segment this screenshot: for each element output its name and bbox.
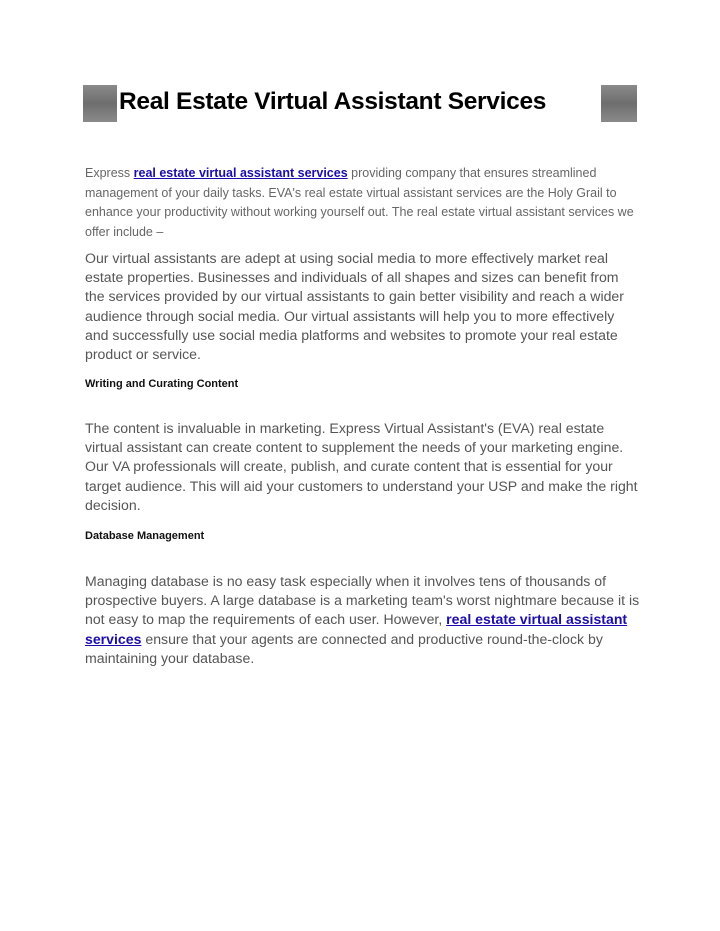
database-paragraph (85, 572, 641, 668)
social-media-paragraph: Our virtual assistants are adept at using social media to more effectively market real estate properties. Businesses and individuals of all shapes and sizes can benefit from the services provided by our virtual assistants to gain better visibility and reach a wider audience through social media. Our virtual assistants will help you to more effectively and successfully use social media platforms and websites to promote your real estate product or service. (85, 250, 624, 363)
title-banner (83, 85, 637, 122)
intro-link[interactable]: real estate virtual assistant services (133, 166, 348, 180)
intro-suffix: providing company that ensures streamlined management of your daily tasks. EVA's real estate virtual assistant services are the Holy Grail to enhance your productivity without working yourself out. The real estate virtual assistant services we offer include – (85, 166, 634, 239)
section-heading-writing: Writing and Curating Content (85, 378, 239, 390)
content-paragraph: The content is invaluable in marketing. Express Virtual Assistant's (EVA) real estate virtual assistant can create content to supplement the needs of your marketing engine. Our VA professionals will create, publish, and curate content that is essential for your target audience. This will aid your customers to understand your USP and make the right decision. (85, 420, 638, 513)
database-suffix: ensure that your agents are connected and productive round-the-clock by maintaining your database. (85, 630, 603, 666)
page-title: Real Estate Virtual Assistant Services (119, 88, 547, 115)
title-box (117, 85, 601, 122)
section-heading-database: Database Management (85, 530, 205, 542)
intro-prefix: Express (85, 166, 134, 180)
database-prefix: Managing database is no easy task especially when it involves tens of thousands of prospective buyers. A large database is a marketing team's worst nightmare because it is not easy to map the requirements of each user. However, (85, 573, 640, 628)
database-link[interactable]: real estate virtual assistant services (85, 611, 628, 647)
intro-paragraph (85, 164, 635, 242)
